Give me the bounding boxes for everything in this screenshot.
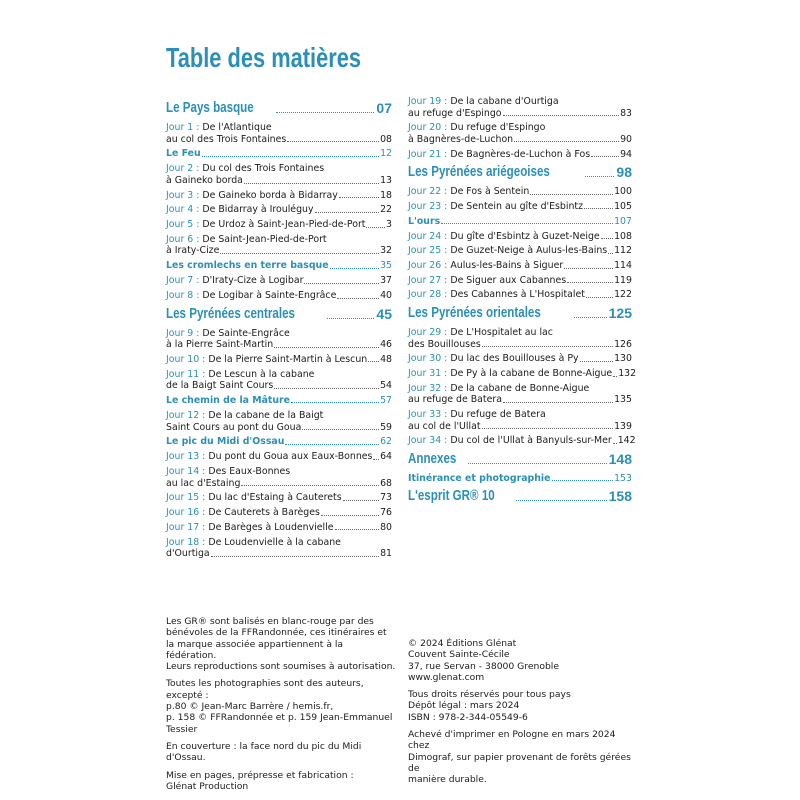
- toc-stage-entry[interactable]: [408, 409, 632, 432]
- stage-title: De Loudenvielle à la cabane: [208, 536, 341, 548]
- dot-leader: [530, 186, 613, 195]
- toc-stage-entry[interactable]: [408, 260, 632, 272]
- stage-title: De Gaineko borda à Bidarray: [202, 189, 338, 201]
- stage-label: Jour 23 :: [408, 200, 448, 212]
- stage-label: Jour 33 :: [408, 409, 448, 420]
- entry-line: [166, 422, 392, 434]
- entry-line: [408, 435, 636, 447]
- toc-section-heading[interactable]: [166, 100, 392, 116]
- stage-label: Jour 5 :: [166, 219, 200, 231]
- dot-leader: [441, 216, 613, 225]
- entry-line: [408, 383, 632, 395]
- toc-stage-entry[interactable]: [408, 122, 632, 145]
- dot-leader: [468, 463, 606, 464]
- entry-line: [408, 122, 632, 134]
- page-number: 158: [608, 488, 632, 505]
- entry-line: [408, 353, 632, 365]
- stage-label: Jour 28 :: [408, 289, 448, 301]
- toc-stage-entry[interactable]: [166, 290, 392, 302]
- stage-title: Des Eaux-Bonnes: [208, 466, 291, 478]
- stage-title: Des Cabannes à L'Hospitalet: [450, 289, 585, 301]
- entry-line: [408, 134, 632, 146]
- page-number: 135: [614, 394, 632, 406]
- entry-line: [166, 537, 392, 549]
- toc-right-column: [408, 96, 637, 510]
- stage-label: Jour 32 :: [408, 382, 448, 394]
- colophon-paragraph: Mise en pages, prépresse et fabrication : Glénat Production: [166, 769, 354, 792]
- stage-label: Jour 13 :: [166, 451, 206, 463]
- entry-line: [408, 108, 632, 120]
- stage-label: Jour 10 :: [166, 353, 206, 365]
- colophon-left: [166, 616, 396, 798]
- stage-title: De L'Hospitalet au lac: [450, 327, 553, 339]
- toc-stage-entry[interactable]: [166, 219, 392, 231]
- toc-stage-entry[interactable]: [408, 96, 632, 119]
- page-number: 54: [380, 380, 392, 392]
- toc-stage-entry[interactable]: [166, 466, 392, 489]
- entry-line: [408, 186, 632, 198]
- page-number: 48: [380, 353, 392, 365]
- stage-title: De Saint-Jean-Pied-de-Port: [202, 233, 327, 245]
- toc-section-heading[interactable]: [408, 305, 632, 321]
- entry-line: [166, 507, 392, 519]
- toc-stage-entry[interactable]: [408, 201, 632, 213]
- toc-stage-entry[interactable]: [408, 353, 632, 365]
- toc-stage-entry[interactable]: [166, 451, 392, 463]
- entry-line: [166, 275, 392, 287]
- toc-stage-entry[interactable]: [408, 289, 632, 301]
- stage-title: De Cauterets à Barèges: [208, 507, 320, 519]
- stage-title: De la cabane de la Baigt: [208, 410, 324, 421]
- stage-label: Jour 25 :: [408, 245, 448, 257]
- dot-leader: [366, 219, 385, 228]
- dot-leader: [552, 473, 614, 482]
- toc-section-heading[interactable]: [408, 451, 632, 467]
- entry-line: [408, 245, 632, 257]
- stage-label: Jour 16 :: [166, 507, 206, 519]
- page-number: 57: [380, 394, 392, 406]
- toc-section-heading[interactable]: [408, 164, 632, 180]
- stage-title: Saint Cours au pont du Goua: [166, 421, 302, 433]
- stage-title: De Sentein au gîte d'Esbintz: [450, 200, 584, 212]
- stage-title: Du lac des Bouillouses à Py: [450, 353, 579, 365]
- toc-stage-entry[interactable]: [166, 190, 392, 202]
- toc-section-heading[interactable]: [408, 488, 632, 504]
- entry-line: [166, 478, 392, 490]
- page-number: 37: [380, 275, 392, 287]
- page-number: 112: [614, 245, 632, 257]
- dot-leader: [567, 275, 613, 284]
- stage-title: Aulus-les-Bains à Siguer: [450, 260, 564, 272]
- feature-title: Le chemin de la Mâture: [166, 394, 291, 406]
- dot-leader: [285, 436, 379, 445]
- toc-stage-entry[interactable]: [408, 383, 632, 406]
- stage-title: Du pont du Goua aux Eaux-Bonnes: [208, 451, 373, 463]
- stage-title: De Barèges à Loudenvielle: [208, 521, 334, 533]
- dot-leader: [585, 176, 614, 177]
- toc-feature-entry[interactable]: [408, 216, 632, 228]
- dot-leader: [580, 353, 613, 362]
- stage-label: Jour 21 :: [408, 148, 448, 160]
- toc-stage-entry[interactable]: [408, 186, 632, 198]
- page-number: 73: [380, 492, 392, 504]
- stage-label: Jour 14 :: [166, 466, 206, 478]
- entry-line: [408, 421, 632, 433]
- toc-stage-entry[interactable]: [166, 369, 392, 392]
- section-title: Les Pyrénées centrales: [166, 305, 295, 322]
- toc-stage-entry[interactable]: [408, 149, 632, 161]
- toc-stage-entry[interactable]: [166, 410, 392, 433]
- entry-line: [166, 122, 392, 134]
- stage-title: D'Iraty-Cize à Logibar: [202, 275, 304, 287]
- stage-label: Jour 1 :: [166, 122, 200, 133]
- page-number: 62: [380, 436, 392, 448]
- page-number: 125: [608, 305, 632, 322]
- toc-stage-entry[interactable]: [166, 275, 392, 287]
- toc-stage-entry[interactable]: [166, 354, 392, 366]
- dot-leader: [613, 368, 617, 377]
- page-number: 22: [380, 204, 392, 216]
- stage-title: à Bagnères-de-Luchon: [408, 133, 514, 145]
- toc-feature-entry[interactable]: [166, 148, 392, 160]
- page-number: 40: [380, 289, 392, 301]
- stage-title: Du refuge d'Espingo: [450, 122, 546, 134]
- entry-line: [166, 134, 392, 146]
- dot-leader: [291, 395, 379, 404]
- colophon-paragraph: Tous droits réservés pour tous pays Dépôt légal : mars 2024 ISBN : 978-2-344-05549-6: [408, 689, 571, 723]
- stage-title: De l'Atlantique: [202, 122, 272, 133]
- section-title: L'esprit GR® 10: [408, 488, 495, 505]
- stage-label: Jour 20 :: [408, 122, 448, 134]
- dot-leader: [220, 245, 379, 254]
- dot-leader: [244, 175, 379, 184]
- entry-line: [166, 219, 392, 231]
- dot-leader: [202, 148, 379, 157]
- dot-leader: [327, 318, 374, 319]
- dot-leader: [321, 507, 379, 516]
- stage-title: De Guzet-Neige à Aulus-les-Bains: [450, 245, 608, 257]
- stage-title: Du refuge de Batera: [450, 409, 546, 420]
- toc-stage-entry[interactable]: [408, 231, 632, 243]
- page-number: 64: [380, 451, 392, 463]
- stage-label: Jour 11 :: [166, 368, 206, 380]
- section-title: Le Pays basque: [166, 100, 254, 116]
- stage-label: Jour 29 :: [408, 327, 448, 339]
- entry-line: [408, 201, 632, 213]
- stage-title: Du col de l'Ullat à Banyuls-sur-Mer: [450, 435, 612, 447]
- entry-line: [166, 175, 392, 187]
- page-number: 126: [614, 338, 632, 350]
- stage-title: à Gaineko borda: [166, 175, 243, 187]
- stage-label: Jour 3 :: [166, 189, 200, 201]
- entry-line: [166, 204, 392, 216]
- page-number: 35: [380, 260, 392, 272]
- toc-feature-entry[interactable]: [166, 260, 392, 272]
- stage-label: Jour 24 :: [408, 230, 448, 242]
- stage-label: Jour 27 :: [408, 274, 448, 286]
- stage-title: De Lescun à la cabane: [208, 368, 315, 380]
- section-title: Annexes: [408, 450, 457, 467]
- stage-label: Jour 7 :: [166, 275, 200, 287]
- stage-label: Jour 6 :: [166, 233, 200, 245]
- page-number: 32: [380, 245, 392, 257]
- toc-stage-entry[interactable]: [166, 492, 392, 504]
- entry-line: [408, 149, 632, 161]
- toc-stage-entry[interactable]: [166, 234, 392, 257]
- stage-label: Jour 26 :: [408, 260, 448, 272]
- dot-leader: [503, 108, 620, 117]
- entry-line: [408, 96, 632, 108]
- stage-title: à Iraty-Cize: [166, 245, 220, 257]
- entry-line: [166, 328, 392, 340]
- page-number: 90: [620, 133, 632, 145]
- page-number: 07: [376, 100, 392, 116]
- entry-line: [166, 466, 392, 478]
- feature-title: Le Feu: [166, 148, 201, 160]
- dot-leader: [608, 245, 613, 254]
- dot-leader: [482, 421, 614, 430]
- stage-label: Jour 34 :: [408, 435, 448, 447]
- feature-title: Les cromlechs en terre basque: [166, 260, 329, 272]
- entry-line: [166, 451, 392, 463]
- dot-leader: [241, 478, 379, 487]
- page-number: 13: [380, 175, 392, 187]
- entry-line: [166, 290, 392, 302]
- stage-title: De Bagnères-de-Luchon à Fos: [450, 148, 591, 160]
- entry-line: [166, 339, 392, 351]
- toc-stage-entry[interactable]: [166, 163, 392, 186]
- toc-stage-entry[interactable]: [166, 122, 392, 145]
- stage-title: au col de l'Ullat: [408, 420, 481, 432]
- dot-leader: [591, 149, 619, 158]
- dot-leader: [211, 548, 379, 557]
- dot-leader: [601, 231, 613, 240]
- toc-feature-entry[interactable]: [166, 395, 392, 407]
- entry-line: [166, 410, 392, 422]
- entry-line: [166, 234, 392, 246]
- page-number: 130: [614, 353, 632, 365]
- entry-line: [166, 380, 392, 392]
- stage-title: De Fos à Sentein: [450, 186, 530, 198]
- stage-title: De Py à la cabane de Bonne-Aigue: [450, 368, 613, 380]
- entry-line: [166, 190, 392, 202]
- dot-leader: [274, 339, 379, 348]
- colophon-paragraph: Les GR® sont balisés en blanc-rouge par des bénévoles de la FFRandonnée, ces itinéraires et la marque associée appartiennent à la fédération. Leurs reproductions sont soumises à autorisation.: [166, 616, 396, 673]
- colophon-right: [408, 638, 638, 792]
- page-number: 76: [380, 507, 392, 519]
- dot-leader: [482, 339, 613, 348]
- stage-title: De Bidarray à Irouléguy: [202, 204, 314, 216]
- dot-leader: [514, 134, 619, 143]
- page-number: 132: [618, 368, 637, 380]
- stage-title: au refuge d'Espingo: [408, 107, 502, 119]
- dot-leader: [304, 275, 379, 284]
- page-number: 12: [380, 148, 392, 160]
- page-number: 81: [380, 548, 392, 560]
- section-title: Les Pyrénées orientales: [408, 305, 541, 322]
- entry-line: [408, 231, 632, 243]
- toc-stage-entry[interactable]: [166, 204, 392, 216]
- stage-title: des Bouillouses: [408, 338, 481, 350]
- stage-title: de la Baigt Saint Cours: [166, 380, 274, 392]
- toc-stage-entry[interactable]: [408, 245, 632, 257]
- stage-label: Jour 2 :: [166, 163, 200, 175]
- page-number: 100: [614, 186, 632, 198]
- entry-line: [166, 354, 392, 366]
- feature-title: Itinérance et photographie: [408, 472, 551, 484]
- toc-stage-entry[interactable]: [166, 507, 392, 519]
- stage-title: De la Pierre Saint-Martin à Lescun: [208, 353, 368, 365]
- page-number: 18: [380, 189, 392, 201]
- stage-title: au col des Trois Fontaines: [166, 133, 287, 145]
- dot-leader: [276, 112, 375, 113]
- dot-leader: [503, 394, 613, 403]
- dot-leader: [335, 522, 380, 531]
- entry-line: [408, 394, 632, 406]
- stage-title: au refuge de Batera: [408, 394, 502, 406]
- page-number: 59: [380, 421, 392, 433]
- page-number: 83: [620, 107, 632, 119]
- colophon-paragraph: En couverture : la face nord du pic du Midi d'Ossau.: [166, 740, 362, 764]
- entry-line: [408, 260, 632, 272]
- entry-line: [166, 245, 392, 257]
- toc-stage-entry[interactable]: [166, 537, 392, 560]
- stage-label: Jour 30 :: [408, 353, 448, 365]
- page-number: 45: [376, 305, 392, 322]
- toc-stage-entry[interactable]: [166, 328, 392, 351]
- feature-title: L'ours: [408, 215, 441, 227]
- stage-title: d'Ourtiga: [166, 548, 210, 560]
- colophon-paragraph: © 2024 Éditions Glénat Couvent Sainte-Cécile 37, rue Servan - 38000 Grenoble www.glenat.com: [408, 638, 559, 683]
- entry-line: [166, 163, 392, 175]
- entry-line: [166, 369, 392, 381]
- page-number: 107: [614, 215, 632, 227]
- page-number: 108: [614, 230, 632, 242]
- entry-line: [408, 289, 632, 301]
- stage-title: De Siguer aux Cabannes: [450, 274, 567, 286]
- page-number: 94: [620, 148, 632, 160]
- stage-title: De Sainte-Engrâce: [202, 327, 290, 339]
- toc-stage-entry[interactable]: [408, 435, 636, 447]
- dot-leader: [330, 260, 379, 269]
- toc-stage-entry[interactable]: [408, 368, 637, 380]
- stage-label: Jour 4 :: [166, 204, 200, 216]
- dot-leader: [373, 451, 379, 460]
- page-number: 122: [614, 289, 632, 301]
- page-number: 105: [614, 200, 632, 212]
- page-number: 153: [614, 472, 632, 484]
- feature-title: Le pic du Midi d'Ossau: [166, 436, 285, 448]
- page-number: 114: [614, 260, 632, 272]
- page-number: 142: [617, 435, 636, 447]
- page-number: 3: [386, 219, 392, 231]
- toc-feature-entry[interactable]: [166, 436, 392, 448]
- stage-title: De Logibar à Sainte-Engrâce: [202, 289, 337, 301]
- stage-label: Jour 18 :: [166, 536, 206, 548]
- entry-line: [408, 275, 632, 287]
- entry-line: [408, 368, 637, 380]
- page-number: 139: [614, 420, 632, 432]
- stage-label: Jour 8 :: [166, 289, 200, 301]
- dot-leader: [287, 134, 379, 143]
- entry-line: [408, 339, 632, 351]
- toc-left-column: [166, 96, 392, 563]
- stage-label: Jour 22 :: [408, 186, 448, 198]
- dot-leader: [516, 500, 606, 501]
- stage-title: au lac d'Estaing: [166, 477, 241, 489]
- stage-title: De la cabane d'Ourtiga: [450, 96, 559, 107]
- stage-label: Jour 31 :: [408, 368, 448, 380]
- entry-line: [166, 522, 392, 534]
- toc-stage-entry[interactable]: [408, 275, 632, 287]
- page-number: 68: [380, 477, 392, 489]
- dot-leader: [586, 289, 613, 298]
- page-number: 80: [380, 521, 392, 533]
- entry-line: [166, 548, 392, 560]
- page-number: 08: [380, 133, 392, 145]
- toc-section-heading[interactable]: [166, 306, 392, 322]
- toc-stage-entry[interactable]: [166, 522, 392, 534]
- entry-line: [408, 409, 632, 421]
- stage-title: De la cabane de Bonne-Aigue: [450, 382, 590, 394]
- toc-feature-entry[interactable]: [408, 473, 632, 485]
- stage-label: Jour 17 :: [166, 521, 206, 533]
- toc-stage-entry[interactable]: [408, 327, 632, 350]
- stage-label: Jour 12 :: [166, 410, 206, 421]
- dot-leader: [315, 204, 380, 213]
- dot-leader: [343, 492, 379, 501]
- dot-leader: [302, 422, 379, 431]
- dot-leader: [574, 317, 607, 318]
- stage-label: Jour 9 :: [166, 327, 200, 339]
- colophon-paragraph: Toutes les photographies sont des auteurs, excepté : p.80 © Jean-Marc Barrère / hemis.fr, p. 158 © FFRandonnée et p. 159 Jean-Emmanuel Tessier: [166, 678, 393, 735]
- dot-leader: [613, 435, 617, 444]
- stage-label: Jour 15 :: [166, 492, 206, 504]
- page-title: Table des matières: [166, 42, 362, 73]
- stage-title: Du col des Trois Fontaines: [202, 163, 325, 175]
- dot-leader: [339, 190, 379, 199]
- stage-title: à la Pierre Saint-Martin: [166, 339, 274, 351]
- dot-leader: [564, 260, 613, 269]
- entry-line: [408, 327, 632, 339]
- dot-leader: [337, 290, 379, 299]
- dot-leader: [274, 380, 379, 389]
- stage-title: Du lac d'Estaing à Cauterets: [208, 492, 342, 504]
- page-number: 119: [614, 274, 632, 286]
- dot-leader: [368, 354, 379, 363]
- stage-label: Jour 19 :: [408, 96, 448, 107]
- page-number: 148: [608, 450, 632, 467]
- stage-title: De Urdoz à Saint-Jean-Pied-de-Port: [202, 219, 366, 231]
- page-number: 46: [380, 339, 392, 351]
- stage-title: Du gîte d'Esbintz à Guzet-Neige: [450, 230, 600, 242]
- page-number: 98: [616, 164, 632, 181]
- colophon-paragraph: Achevé d'imprimer en Pologne en mars 2024 chez Dimograf, sur papier provenant de forêts gérées de manière durable.: [408, 729, 631, 786]
- section-title: Les Pyrénées ariégeoises: [408, 164, 550, 181]
- entry-line: [166, 492, 392, 504]
- dot-leader: [584, 201, 613, 210]
